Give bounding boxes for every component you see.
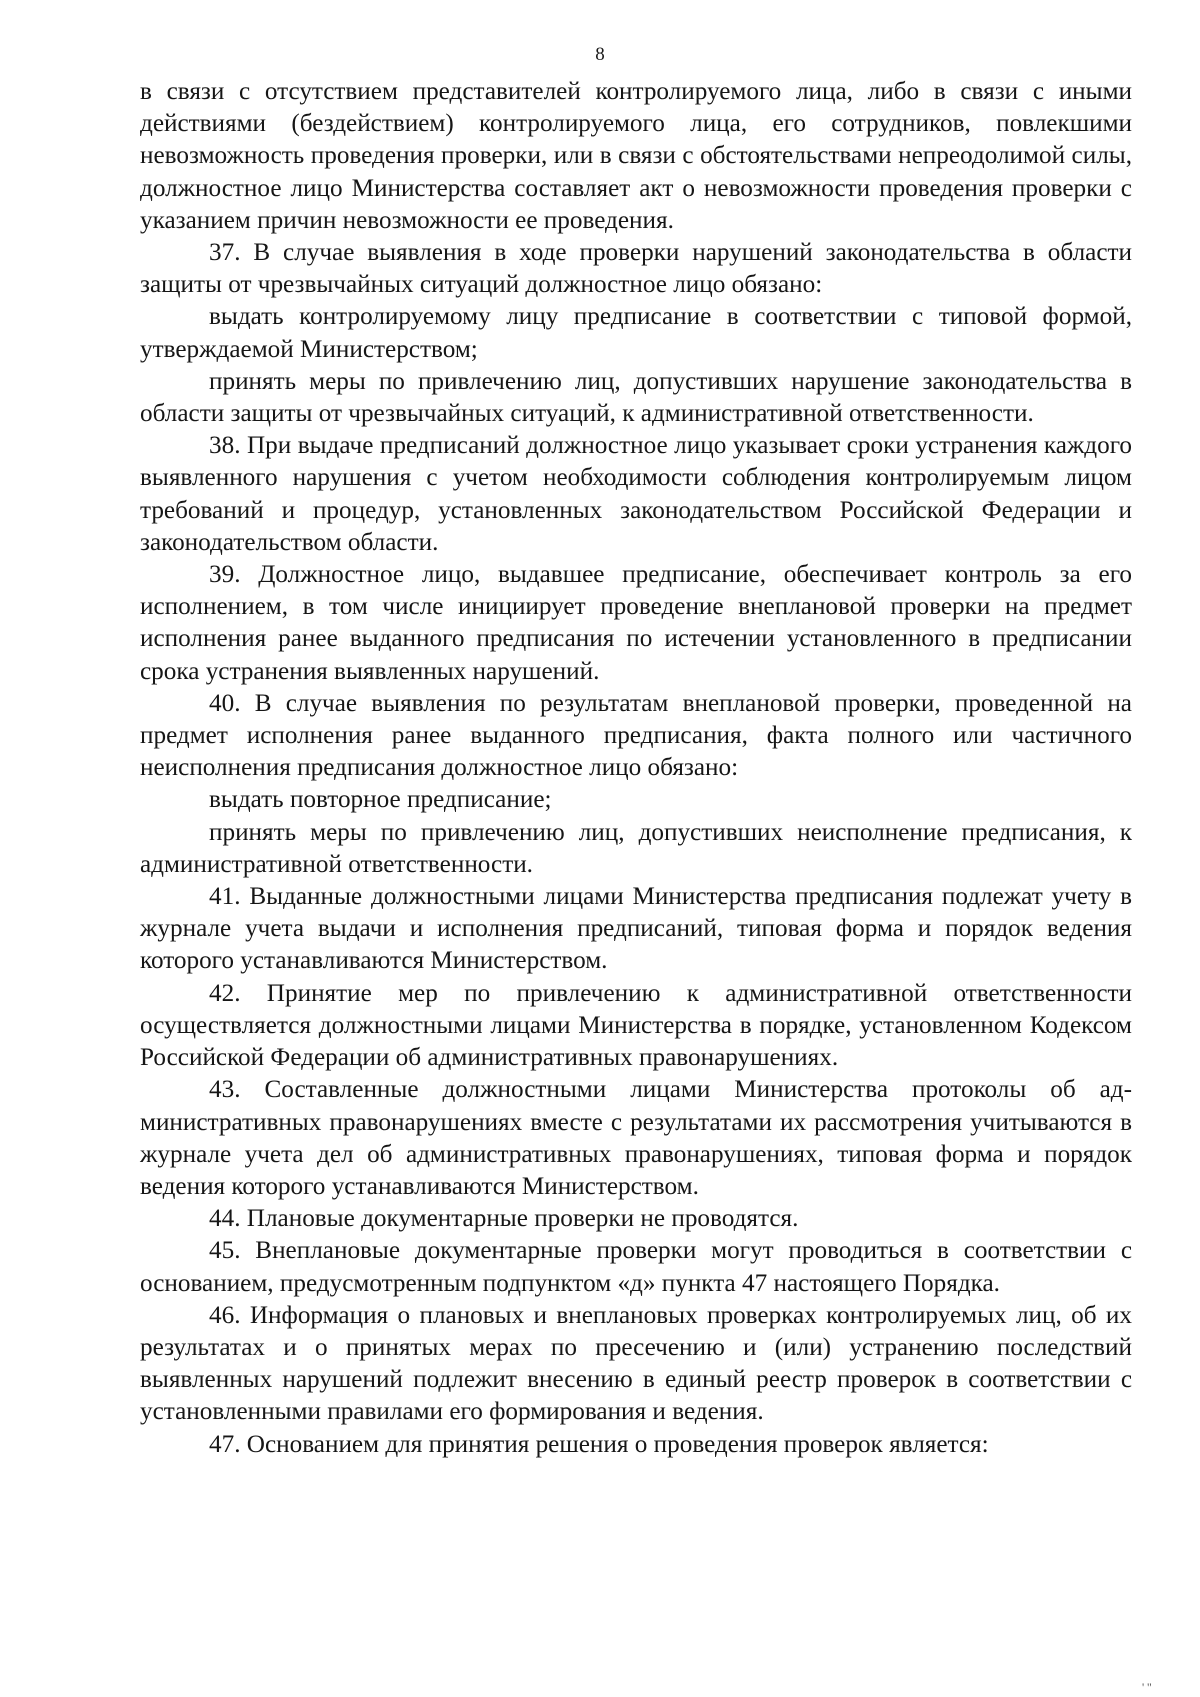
document-body: [140, 76, 1132, 1461]
paragraph-40-item-b: принять меры по привлечению лиц, допустивших неисполнение предписания, к административной ответственности.: [140, 818, 1132, 878]
paragraph-37: 37. В случае выявления в ходе проверки нарушений законодательства в области защиты от чрезвычайных ситуаций должностное лицо обязано:: [140, 239, 1132, 299]
paragraph-37-item-a: выдать контролируемому лицу предписание в соответствии с типовой формой, утверждаемой Министерством;: [140, 303, 1132, 363]
paragraph-46: 46. Информация о плановых и внеплановых проверках контролируемых лиц, об их результатах и о принятых мерах по пресечению и (или) устранению последствий выявленных нарушений подлежит внесению в единый реестр проверок в соответствии с установленными правилами его формирования и ведения.: [140, 1301, 1132, 1426]
paragraph-41: 41. Выданные должностными лицами Министерства предписания подлежат учету в журнале учета выдачи и исполнения предписаний, типовая форма и порядок ведения которого устанавливаются Министерством.: [140, 883, 1132, 975]
scan-edge-mark: ' '': [1142, 1680, 1152, 1694]
paragraph-44: 44. Плановые документарные проверки не проводятся.: [209, 1205, 799, 1233]
paragraph-37-item-b: принять меры по привлечению лиц, допустивших нарушение законодательства в области защиты от чрезвычайных ситуаций, к административной ответственности.: [140, 367, 1132, 428]
paragraph-42: 42. Принятие мер по привлечению к административной ответственности осуществляется должностными лицами Министерства в порядке, установленном Кодексом Российской Федерации об административных правонарушениях.: [140, 979, 1132, 1072]
page-number: 8: [595, 44, 605, 65]
paragraph-43: 43. Составленные должностными лицами Министерства протоколы об административных правонарушениях вместе с результатами их рассмотрения учитываются в журнале учета дел об административных правонарушениях, типовая форма и порядок ведения которого устанавливаются Министерством.: [140, 1076, 1132, 1200]
paragraph-40: 40. В случае выявления по результатам внеплановой проверки, проведенной на предмет исполнения ранее выданного предписания, факта полного или частичного неисполнения предписания должностное лицо обязано:: [140, 689, 1132, 782]
paragraph-38: 38. При выдаче предписаний должностное лицо указывает сроки устранения каждого выявленного нарушения с учетом необходимости соблюдения контролируемым лицом требований и процедур, установленных законодательством Российской Федерации и законодательством области.: [140, 432, 1132, 556]
paragraph-47: 47. Основанием для принятия решения о проведения проверок является:: [209, 1430, 989, 1458]
paragraph-39: 39. Должностное лицо, выдавшее предписание, обеспечивает контроль за его исполнением, в том числе инициирует проведение внеплановой проверки на предмет исполнения ранее выданного предписания по истечении установленного в предписании срока устранения выявленных нарушений.: [140, 561, 1132, 685]
paragraph-45: 45. Внеплановые документарные проверки могут проводиться в соответствии с основанием, предусмотренным подпунктом «д» пункта 47 настоящего Порядка.: [140, 1237, 1132, 1297]
paragraph-36-continuation: в связи с отсутствием представителей контролируемого лица, либо в связи с иными действиями (бездействием) контролируемого лица, его сотрудников, повлекшими невозможность проведения проверки, или в связи с обстоятельствами непреодолимой силы, должностное лицо Министерства составляет акт о невозможности проведения проверки с указанием причин невозможности ее проведения.: [140, 78, 1132, 234]
paragraph-40-item-a: выдать повторное предписание;: [209, 786, 552, 814]
